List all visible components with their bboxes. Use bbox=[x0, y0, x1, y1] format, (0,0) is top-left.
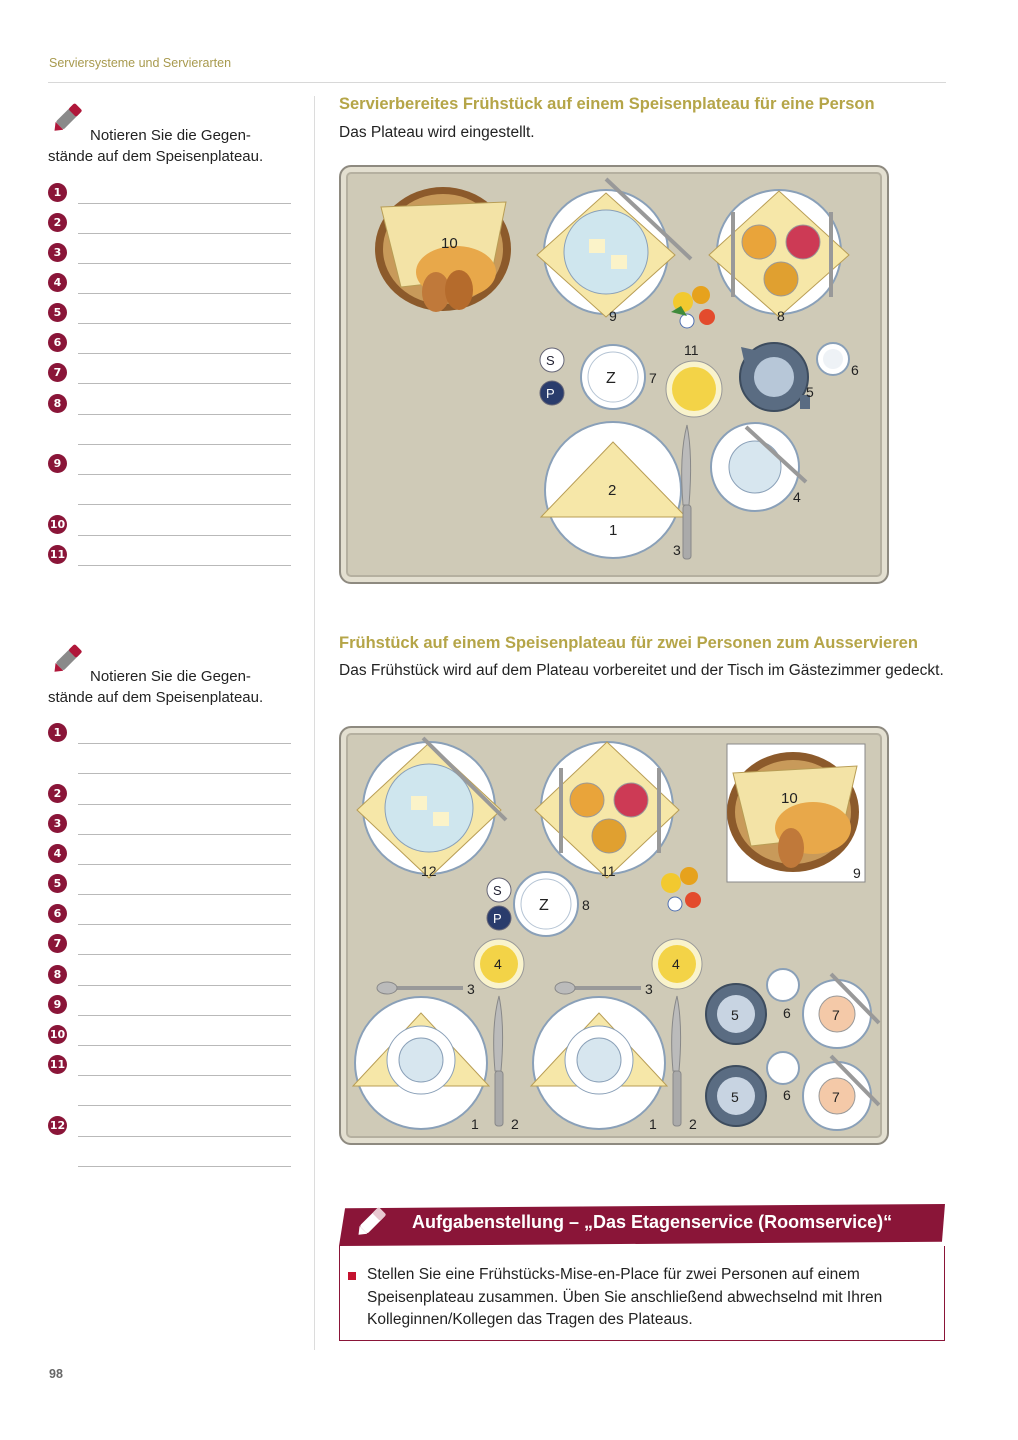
answer-line[interactable] bbox=[78, 1045, 291, 1046]
juice-glass-icon bbox=[666, 361, 722, 417]
label-12: 12 bbox=[421, 863, 437, 879]
number-badge: 4 bbox=[48, 844, 67, 863]
butter-plate-icon bbox=[357, 738, 506, 878]
pepper-shaker: P bbox=[493, 911, 502, 926]
dinner-plate-icon bbox=[531, 997, 667, 1129]
tea-cup-icon bbox=[803, 1056, 879, 1130]
answer-row bbox=[48, 1055, 292, 1085]
answer-line[interactable] bbox=[78, 414, 291, 415]
answer-row bbox=[48, 545, 292, 575]
label-3b: 3 bbox=[645, 981, 653, 997]
answer-line[interactable] bbox=[78, 565, 291, 566]
answer-row bbox=[48, 723, 292, 753]
answer-row bbox=[48, 934, 292, 964]
number-badge: 4 bbox=[48, 273, 67, 292]
answer-line[interactable] bbox=[78, 864, 291, 865]
answer-line[interactable] bbox=[78, 383, 291, 384]
pencil-icon bbox=[48, 96, 90, 138]
pencil-icon bbox=[352, 1200, 394, 1242]
number-badge: 5 bbox=[48, 303, 67, 322]
tray-two-persons-illustration bbox=[341, 728, 887, 1143]
answer-row bbox=[48, 273, 292, 303]
number-badge: 1 bbox=[48, 723, 67, 742]
number-badge: 12 bbox=[48, 1116, 67, 1135]
number-badge: 11 bbox=[48, 1055, 67, 1074]
label-9: 9 bbox=[853, 865, 861, 881]
section-2-text: Das Frühstück wird auf dem Plateau vorbereitet und der Tisch im Gästezimmer gedeckt. bbox=[339, 662, 944, 679]
answer-row bbox=[48, 844, 292, 874]
knife-icon bbox=[494, 996, 503, 1126]
answer-row bbox=[48, 874, 292, 904]
label-5b: 5 bbox=[731, 1089, 739, 1105]
answer-row bbox=[48, 784, 292, 814]
knife-icon bbox=[682, 425, 691, 559]
answer-row bbox=[48, 814, 292, 844]
number-badge: 3 bbox=[48, 814, 67, 833]
dinner-plate-icon bbox=[353, 997, 489, 1129]
answer-line[interactable] bbox=[78, 535, 291, 536]
answer-row bbox=[48, 363, 292, 393]
answer-row bbox=[48, 515, 292, 545]
label-1: 1 bbox=[609, 522, 618, 539]
answer-line[interactable] bbox=[78, 293, 291, 294]
answer-line[interactable] bbox=[78, 924, 291, 925]
milk-jug-icon bbox=[767, 969, 799, 1001]
sugar-bowl: Z bbox=[539, 897, 549, 914]
number-badge: 11 bbox=[48, 545, 67, 564]
label-6b: 6 bbox=[783, 1087, 791, 1103]
label-2a: 2 bbox=[511, 1116, 519, 1132]
answer-line[interactable] bbox=[78, 233, 291, 234]
jam-plate-icon bbox=[535, 742, 679, 878]
answer-line[interactable] bbox=[78, 323, 291, 324]
bread-basket-icon bbox=[727, 752, 859, 872]
answer-line[interactable] bbox=[78, 834, 291, 835]
number-badge: 9 bbox=[48, 995, 67, 1014]
label-9: 9 bbox=[609, 308, 617, 324]
task-title: Aufgabenstellung – „Das Etagenservice (Roomservice)“ bbox=[412, 1212, 893, 1232]
section-1-title: Servierbereites Frühstück auf einem Speisenplateau für eine Person bbox=[339, 95, 875, 113]
number-badge: 7 bbox=[48, 934, 67, 953]
label-2: 2 bbox=[608, 482, 617, 499]
answer-row bbox=[48, 995, 292, 1025]
number-badge: 7 bbox=[48, 363, 67, 382]
label-4b: 4 bbox=[672, 956, 680, 972]
coffee-cup-icon bbox=[711, 423, 806, 511]
number-badge: 3 bbox=[48, 243, 67, 262]
answer-row bbox=[48, 904, 292, 934]
answer-line[interactable] bbox=[78, 1136, 291, 1137]
running-head: Serviersysteme und Servierarten bbox=[49, 56, 232, 70]
instruction-line-1: Notieren Sie die Gegen- bbox=[90, 127, 251, 144]
answer-line[interactable] bbox=[78, 203, 291, 204]
label-3a: 3 bbox=[467, 981, 475, 997]
answer-line-extra[interactable] bbox=[78, 444, 291, 445]
bullet-icon bbox=[348, 1272, 356, 1280]
section-1-text: Das Plateau wird eingestellt. bbox=[339, 124, 535, 141]
answer-line[interactable] bbox=[78, 263, 291, 264]
flower-vase-icon bbox=[671, 286, 715, 328]
label-2b: 2 bbox=[689, 1116, 697, 1132]
number-badge: 8 bbox=[48, 965, 67, 984]
label-1b: 1 bbox=[649, 1116, 657, 1132]
instruction-line-2: stände auf dem Speisenplateau. bbox=[48, 148, 264, 165]
label-4: 4 bbox=[793, 489, 801, 505]
pepper-shaker: P bbox=[546, 386, 555, 401]
label-3: 3 bbox=[673, 542, 681, 558]
page-number: 98 bbox=[49, 1367, 63, 1381]
salt-shaker: S bbox=[546, 353, 555, 368]
column-divider bbox=[314, 96, 315, 1350]
label-6a: 6 bbox=[783, 1005, 791, 1021]
number-badge: 5 bbox=[48, 874, 67, 893]
answer-line-extra[interactable] bbox=[78, 504, 291, 505]
header-rule bbox=[48, 82, 946, 83]
jam-plate-icon bbox=[709, 190, 849, 317]
answer-line-extra[interactable] bbox=[78, 1166, 291, 1167]
number-badge: 1 bbox=[48, 183, 67, 202]
sugar-bowl: Z bbox=[606, 370, 616, 387]
label-10: 10 bbox=[441, 235, 458, 252]
answer-line-extra[interactable] bbox=[78, 1105, 291, 1106]
label-6: 6 bbox=[851, 362, 859, 378]
answer-line[interactable] bbox=[78, 1075, 291, 1076]
answer-row bbox=[48, 333, 292, 363]
label-10: 10 bbox=[781, 790, 798, 807]
answer-line-extra[interactable] bbox=[78, 773, 291, 774]
number-badge: 8 bbox=[48, 394, 67, 413]
answer-row bbox=[48, 303, 292, 333]
number-badge: 10 bbox=[48, 1025, 67, 1044]
label-7b: 7 bbox=[832, 1089, 840, 1105]
label-11: 11 bbox=[601, 863, 616, 879]
answer-line[interactable] bbox=[78, 353, 291, 354]
answer-line[interactable] bbox=[78, 1015, 291, 1016]
task-text: Stellen Sie eine Frühstücks-Mise-en-Place für zwei Personen auf einem Speisenplateau zusammen. Üben Sie anschließend abwechselnd mit Ihren Kolleginnen/Kollegen das Tragen des Plateaus. bbox=[367, 1266, 883, 1328]
answer-line[interactable] bbox=[78, 985, 291, 986]
answer-row bbox=[48, 183, 292, 213]
instruction-line-2: stände auf dem Speisenplateau. bbox=[48, 689, 264, 706]
label-4a: 4 bbox=[494, 956, 502, 972]
coffee-pot-icon bbox=[740, 343, 810, 411]
milk-jug-icon bbox=[767, 1052, 799, 1084]
answer-row bbox=[48, 243, 292, 273]
butter-plate-icon bbox=[537, 179, 691, 317]
label-8: 8 bbox=[777, 308, 785, 324]
answer-line[interactable] bbox=[78, 954, 291, 955]
knife-icon bbox=[672, 996, 681, 1126]
instruction-line-1: Notieren Sie die Gegen- bbox=[90, 668, 251, 685]
label-1a: 1 bbox=[471, 1116, 479, 1132]
tray-two-persons bbox=[339, 726, 889, 1145]
label-5: 5 bbox=[806, 384, 814, 400]
number-badge: 9 bbox=[48, 454, 67, 473]
section-2-title: Frühstück auf einem Speisenplateau für zwei Personen zum Ausservieren bbox=[339, 634, 918, 652]
number-badge: 2 bbox=[48, 784, 67, 803]
answer-row bbox=[48, 1025, 292, 1055]
answer-row bbox=[48, 394, 292, 424]
number-badge: 2 bbox=[48, 213, 67, 232]
label-7: 7 bbox=[649, 370, 657, 386]
answer-row bbox=[48, 965, 292, 995]
flower-vase-icon bbox=[661, 867, 701, 911]
tray-one-person bbox=[339, 165, 889, 584]
pencil-icon bbox=[48, 637, 90, 679]
answer-row bbox=[48, 454, 292, 484]
tea-cup-icon bbox=[803, 974, 879, 1048]
answer-line[interactable] bbox=[78, 474, 291, 475]
answer-row bbox=[48, 213, 292, 243]
label-5a: 5 bbox=[731, 1007, 739, 1023]
label-11: 11 bbox=[684, 342, 699, 358]
label-8: 8 bbox=[582, 897, 590, 913]
milk-jug-icon bbox=[817, 343, 849, 375]
tray-one-person-illustration bbox=[341, 167, 887, 582]
answer-line[interactable] bbox=[78, 804, 291, 805]
answer-line[interactable] bbox=[78, 894, 291, 895]
answer-row bbox=[48, 1116, 292, 1146]
answer-line[interactable] bbox=[78, 743, 291, 744]
number-badge: 6 bbox=[48, 904, 67, 923]
label-7a: 7 bbox=[832, 1007, 840, 1023]
number-badge: 6 bbox=[48, 333, 67, 352]
salt-shaker: S bbox=[493, 883, 502, 898]
number-badge: 10 bbox=[48, 515, 67, 534]
